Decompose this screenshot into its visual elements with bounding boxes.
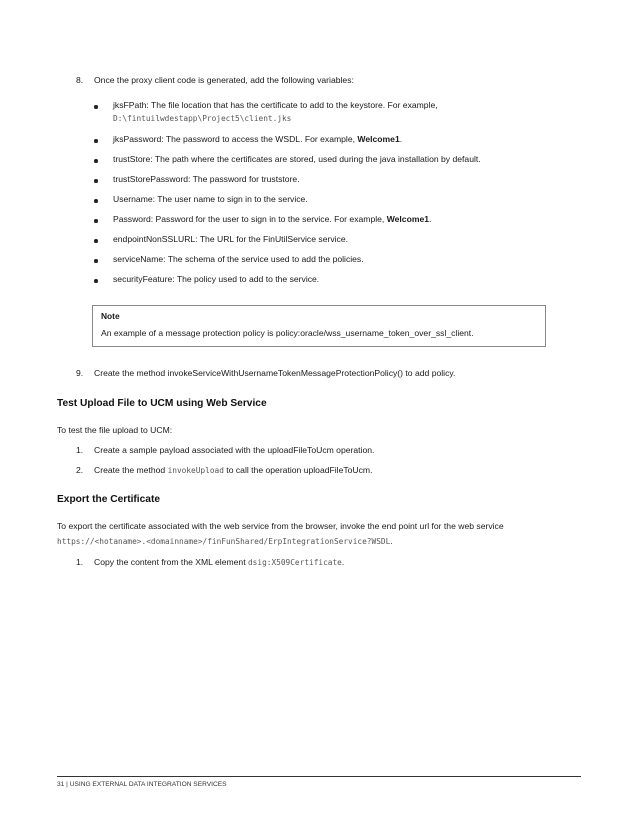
bullet-icon: [94, 199, 98, 203]
section-intro: To test the file upload to UCM:: [57, 425, 173, 435]
bullet-code: D:\fintuilwdestapp\Project5\client.jks: [113, 114, 292, 123]
step-text: Copy the content from the XML element dsig:X509Certificate.: [94, 557, 345, 567]
bullet-icon: [94, 219, 98, 223]
note-text: An example of a message protection policy is policy:oracle/wss_username_token_over_ssl_client.: [101, 328, 474, 338]
bullet-text: Username: The user name to sign in to the service.: [113, 194, 308, 204]
bullet-text: Password: Password for the user to sign in to the service. For example, Welcome1.: [113, 214, 432, 224]
bullet-text: trustStore: The path where the certificates are stored, used during the java installation by default.: [113, 154, 481, 164]
bullet-icon: [94, 259, 98, 263]
bullet-text: jksPassword: The password to access the WSDL. For example, Welcome1.: [113, 134, 403, 144]
section-intro: To export the certificate associated with the web service from the browser, invoke the end point url for the web service: [57, 521, 504, 531]
bullet-icon: [94, 279, 98, 283]
section-heading: Export the Certificate: [57, 494, 161, 505]
bullet-text: serviceName: The schema of the service used to add the policies.: [113, 254, 364, 264]
bullet-text: endpointNonSSLURL: The URL for the FinUtilService service.: [113, 234, 349, 244]
bullet-icon: [94, 105, 98, 109]
step-text: Create a sample payload associated with the uploadFileToUcm operation.: [94, 445, 375, 455]
footer-divider: [57, 776, 581, 777]
bullet-icon: [94, 159, 98, 163]
step-text: Create the method invokeServiceWithUsernameTokenMessageProtectionPolicy() to add policy.: [94, 368, 456, 378]
bullet-icon: [94, 239, 98, 243]
bullet-text: trustStorePassword: The password for truststore.: [113, 174, 300, 184]
step-number: 9.: [76, 368, 84, 378]
step-text: Once the proxy client code is generated, add the following variables:: [94, 75, 354, 85]
step-text: Create the method invokeUpload to call the operation uploadFileToUcm.: [94, 465, 373, 475]
step-number: 8.: [76, 75, 84, 85]
step-number: 2.: [76, 465, 84, 475]
note-title: Note: [101, 311, 120, 321]
note-box: [92, 305, 546, 347]
bullet-icon: [94, 139, 98, 143]
wsdl-url: https://<hotaname>.<domainname>/finFunShared/ErpIntegrationService?WSDL.: [57, 536, 393, 546]
bullet-icon: [94, 179, 98, 183]
page-footer: 31 | USING EXTERNAL DATA INTEGRATION SERVICES: [57, 781, 227, 788]
step-number: 1.: [76, 445, 84, 455]
bullet-text: securityFeature: The policy used to add to the service.: [113, 274, 320, 284]
section-heading: Test Upload File to UCM using Web Service: [57, 398, 267, 409]
bullet-text: jksFPath: The file location that has the certificate to add to the keystore. For example,: [113, 100, 438, 110]
step-number: 1.: [76, 557, 84, 567]
